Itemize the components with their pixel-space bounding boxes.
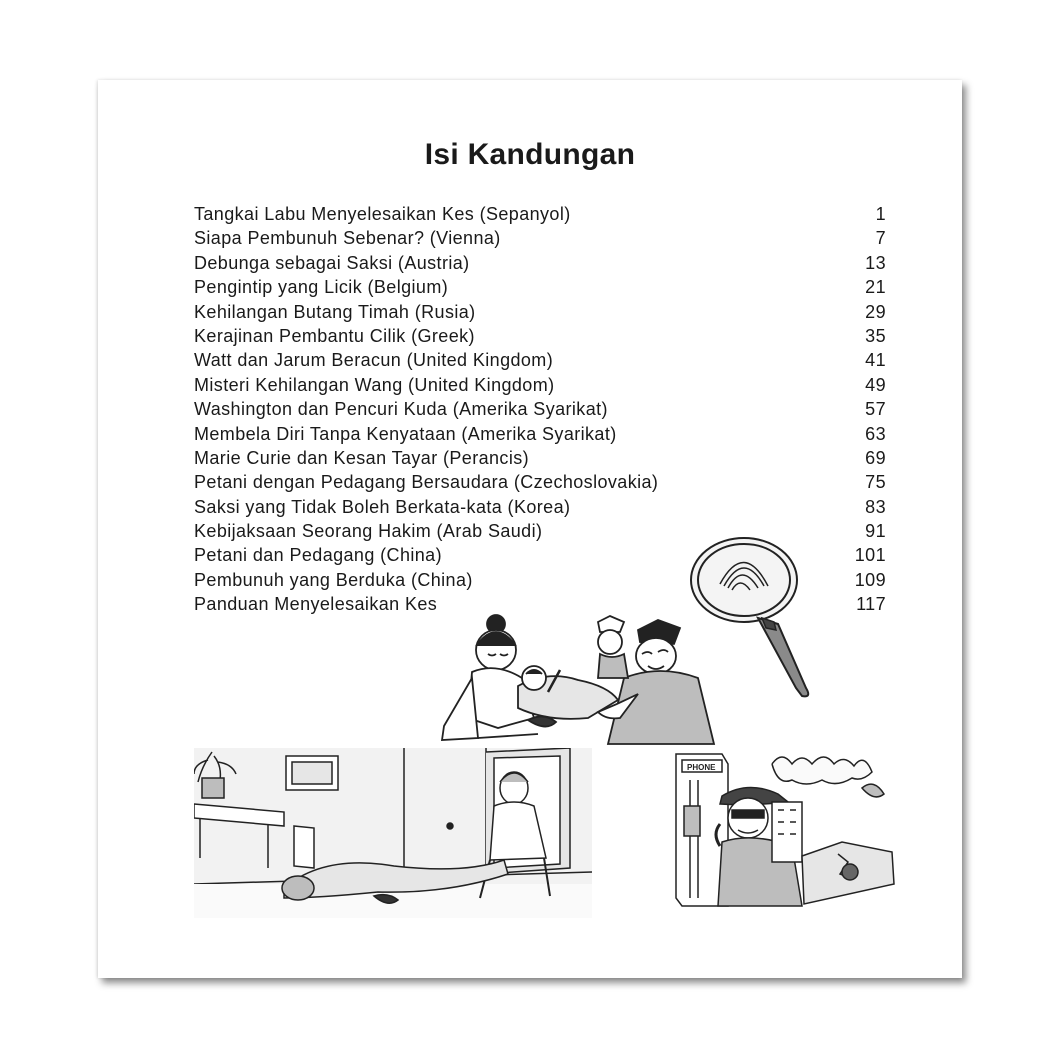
toc-entry [194, 226, 886, 250]
toc-entry-page: 75 [865, 472, 886, 493]
toc-entry-title: Pengintip yang Licik (Belgium) [194, 277, 449, 298]
book-page [98, 80, 962, 978]
toc-entry-title: Kebijaksaan Seorang Hakim (Arab Saudi) [194, 521, 543, 542]
toc-entry [194, 300, 886, 324]
toc-entry-page: 57 [865, 399, 886, 420]
toc-entry [194, 470, 886, 494]
crime-scene-illustration [194, 748, 592, 918]
toc-entry-page: 35 [865, 325, 886, 346]
toc-entry-title: Membela Diri Tanpa Kenyataan (Amerika Syarikat) [194, 423, 617, 444]
toc-entry-title: Watt dan Jarum Beracun (United Kingdom) [194, 350, 554, 371]
court-scene-illustration [438, 608, 718, 748]
toc-entry-page: 1 [875, 204, 886, 224]
toc-entry [194, 373, 886, 397]
toc-entry-page: 69 [865, 447, 886, 468]
toc-entry-title: Panduan Menyelesaikan Kes [194, 594, 438, 615]
toc-entry [194, 202, 886, 226]
toc-entry-title: Washington dan Pencuri Kuda (Amerika Syarikat) [194, 399, 608, 420]
toc-entry-title: Petani dengan Pedagang Bersaudara (Czechoslovakia) [194, 472, 659, 493]
toc-entry [194, 251, 886, 275]
toc-entry [194, 275, 886, 299]
toc-entry-page: 91 [865, 521, 886, 542]
toc-entry-page: 117 [856, 594, 886, 615]
toc-entry-title: Tangkai Labu Menyelesaikan Kes (Sepanyol) [194, 204, 571, 224]
toc-entry-page: 13 [865, 252, 886, 273]
toc-entry-title: Kerajinan Pembantu Cilik (Greek) [194, 325, 475, 346]
toc-entry [194, 446, 886, 470]
toc-entry-page: 49 [865, 374, 886, 395]
toc-entry-page: 101 [854, 545, 886, 566]
toc-entry-title: Saksi yang Tidak Boleh Berkata-kata (Korea) [194, 496, 571, 517]
toc-entry [194, 324, 886, 348]
toc-entry [194, 422, 886, 446]
magnifier-handle [758, 618, 808, 696]
phone-booth-sign: PHONE [687, 763, 716, 772]
phone-booth-illustration [662, 748, 900, 918]
toc-entry [194, 495, 886, 519]
toc-entry-title: Debunga sebagai Saksi (Austria) [194, 252, 470, 273]
page-title: Isi Kandungan [424, 138, 636, 171]
toc-entry-page: 21 [865, 277, 886, 298]
toc-entry-title: Pembunuh yang Berduka (China) [194, 569, 473, 590]
toc-entry-page: 83 [865, 496, 886, 517]
toc-entry-page: 109 [854, 569, 886, 590]
toc-entry [194, 397, 886, 421]
toc-entry-title: Marie Curie dan Kesan Tayar (Perancis) [194, 447, 530, 468]
toc-entry-page: 7 [875, 228, 886, 249]
toc-entry-page: 41 [865, 350, 886, 371]
toc-entry [194, 348, 886, 372]
toc-entry-page: 29 [865, 301, 886, 322]
toc-entry-page: 63 [865, 423, 886, 444]
toc-entry-title: Petani dan Pedagang (China) [194, 545, 442, 566]
toc-entry-title: Misteri Kehilangan Wang (United Kingdom) [194, 374, 555, 395]
toc-entry-title: Kehilangan Butang Timah (Rusia) [194, 301, 476, 322]
toc-entry-title: Siapa Pembunuh Sebenar? (Vienna) [194, 228, 501, 249]
